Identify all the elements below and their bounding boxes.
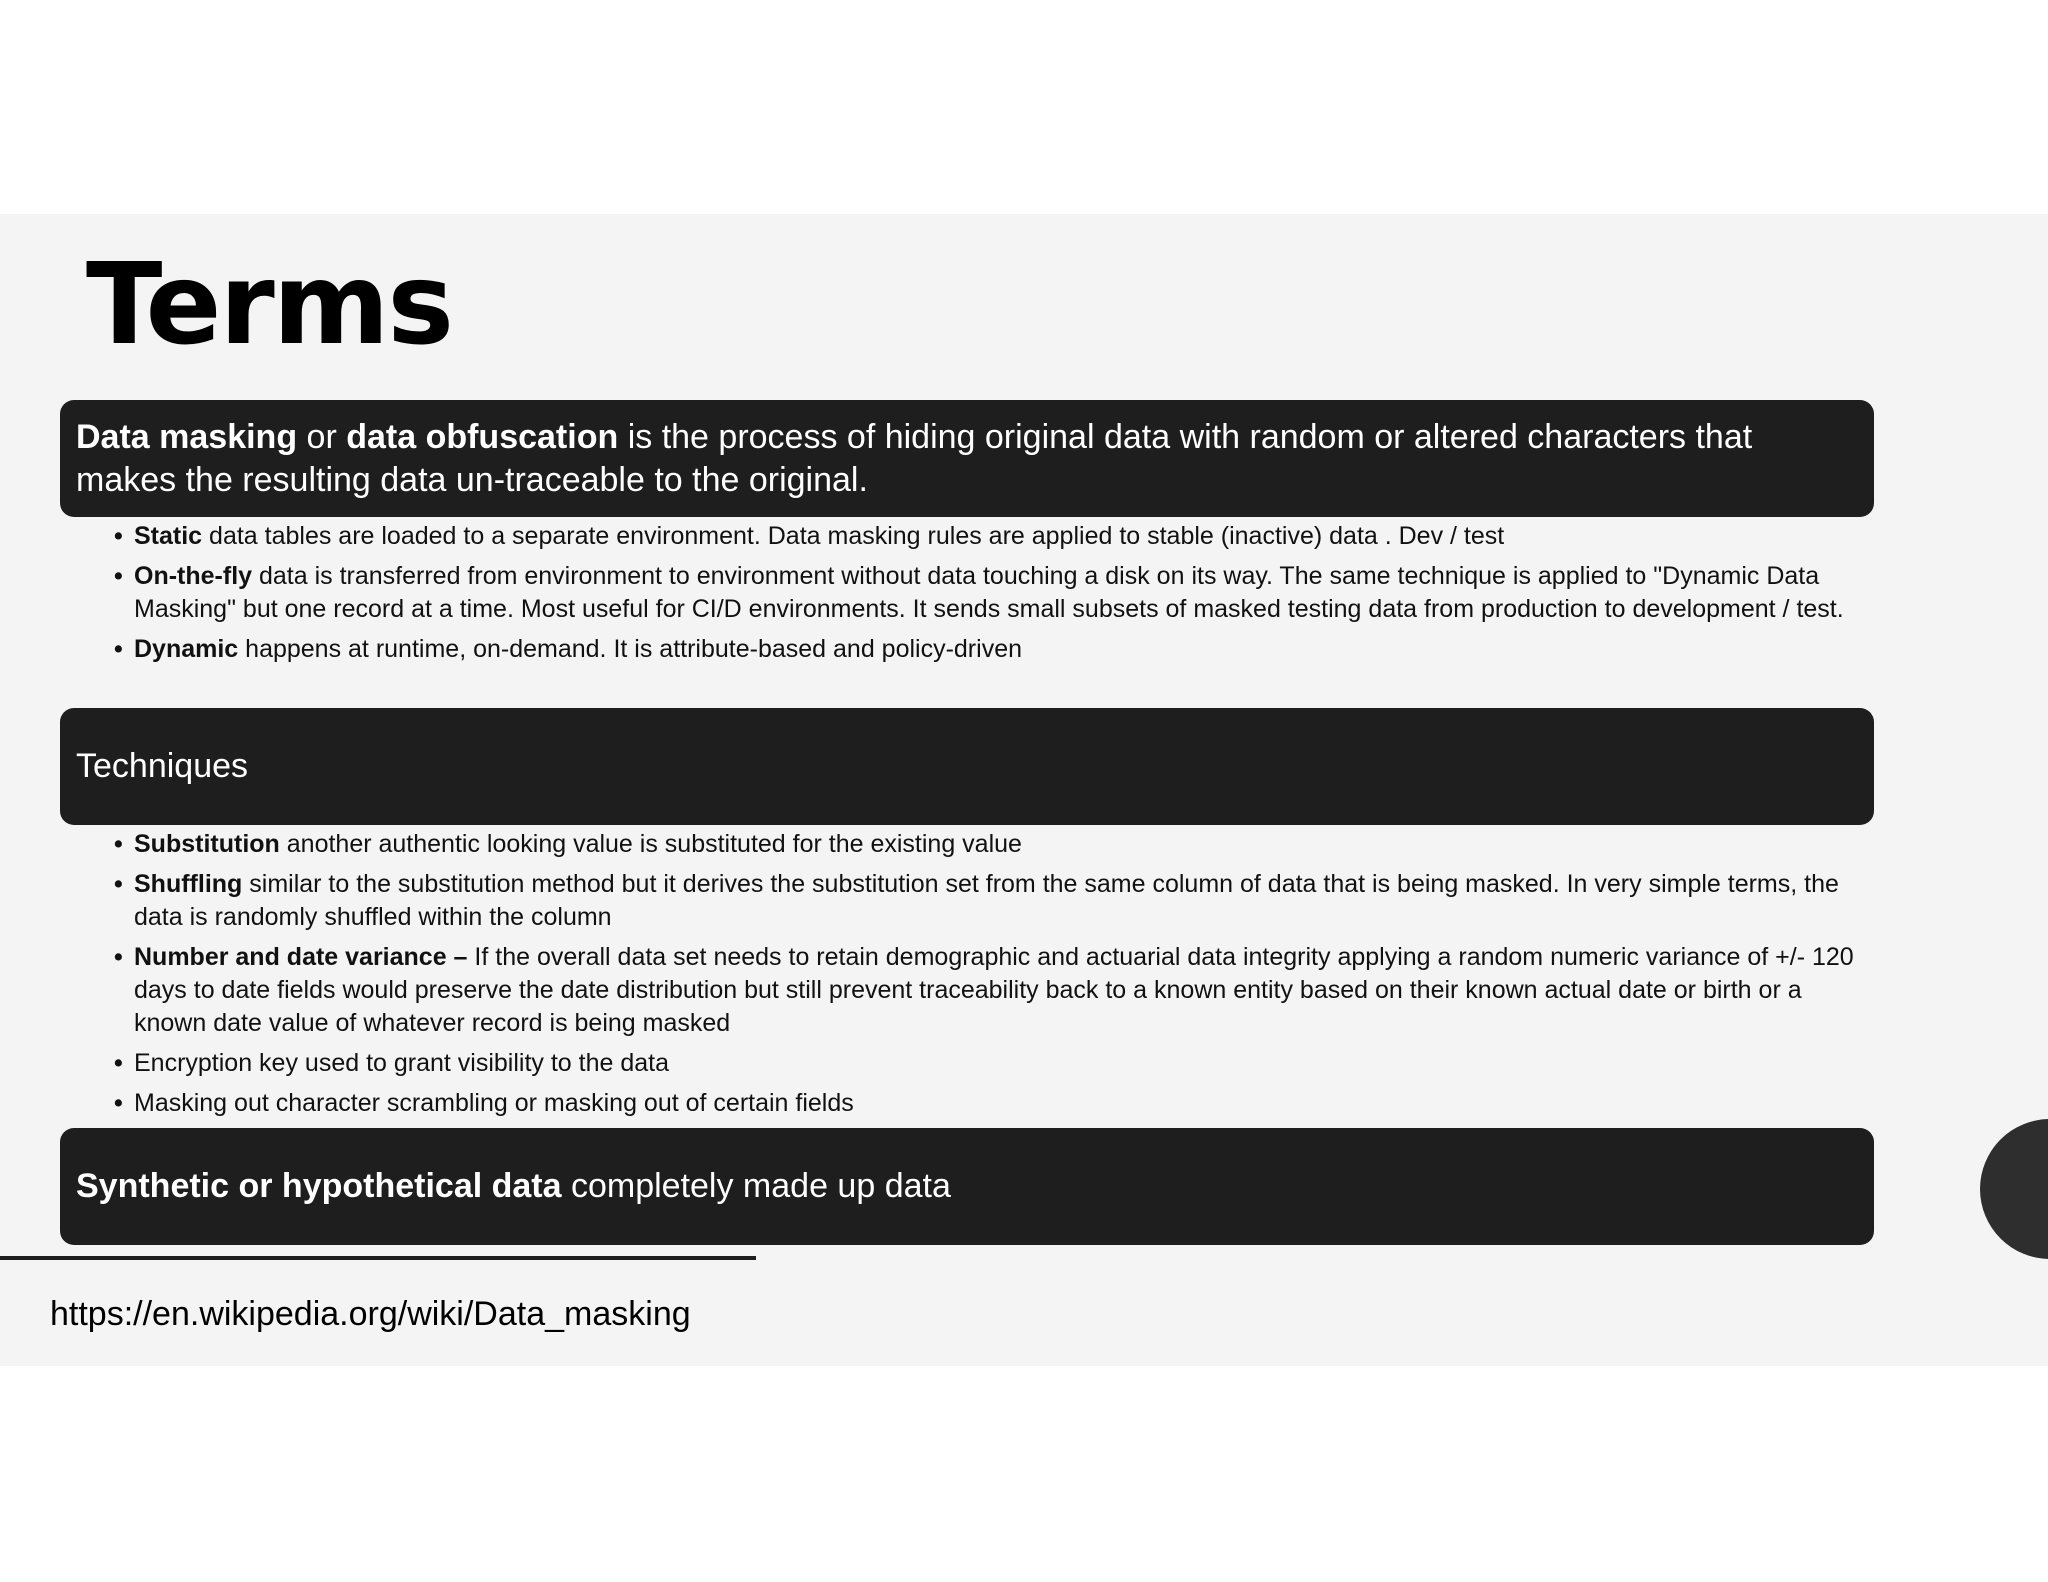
list-item-on-the-fly: • On-the-fly data is transferred from environment to environment without data touching a disk on its way. The same technique is applied to "Dynamic Data Masking" but one record at a time. Most useful for CI/D environments. It sends small subsets of masked testing data from production to development / test. [114, 560, 1874, 626]
footer-divider [0, 1256, 756, 1260]
list-item-static: • Static data tables are loaded to a separate environment. Data masking rules are applied to stable (inactive) data . Dev / test [114, 520, 1874, 553]
synthetic-data-banner [60, 1128, 1874, 1245]
synthetic-data-text: Synthetic or hypothetical data completely made up data [76, 1167, 951, 1205]
term-data-obfuscation: data obfuscation [346, 417, 619, 456]
list-item-encryption: • Encryption key used to grant visibility to the data [114, 1047, 1874, 1080]
slide-title: Terms [86, 240, 453, 370]
list-item-dynamic: • Dynamic happens at runtime, on-demand. It is attribute-based and policy-driven [114, 633, 1874, 666]
list-item-shuffling: • Shuffling similar to the substitution method but it derives the substitution set from the same column of data that is being masked. In very simple terms, the data is randomly shuffled within the column [114, 868, 1874, 934]
definition-body: is the process of hiding original data with random or altered characters that makes the resulting data un-traceable to the original. [76, 417, 1753, 499]
list-item-substitution: • Substitution another authentic looking value is substituted for the existing value [114, 828, 1874, 861]
definition-banner [60, 400, 1874, 517]
term-synthetic-data: Synthetic or hypothetical data [76, 1167, 562, 1205]
masking-types-list [114, 520, 1874, 673]
slide [0, 214, 2048, 1366]
source-link[interactable]: https://en.wikipedia.org/wiki/Data_masking [50, 1295, 691, 1333]
list-item-number-date-variance: • Number and date variance – If the overall data set needs to retain demographic and actuarial data integrity applying a random numeric variance of +/- 120 days to date fields would preserve the date distribution but still prevent traceability back to a known entity based on their known actual date or birth or a known date value of whatever record is being masked [114, 941, 1874, 1040]
definition-connector: or [297, 417, 347, 456]
techniques-list [114, 828, 1874, 1127]
list-item-masking-out: • Masking out character scrambling or masking out of certain fields [114, 1087, 1874, 1120]
decorative-circle [1980, 1119, 2048, 1259]
techniques-heading: Techniques [76, 747, 249, 785]
techniques-banner [60, 708, 1874, 825]
definition-text [76, 416, 1858, 502]
term-data-masking: Data masking [76, 417, 298, 456]
